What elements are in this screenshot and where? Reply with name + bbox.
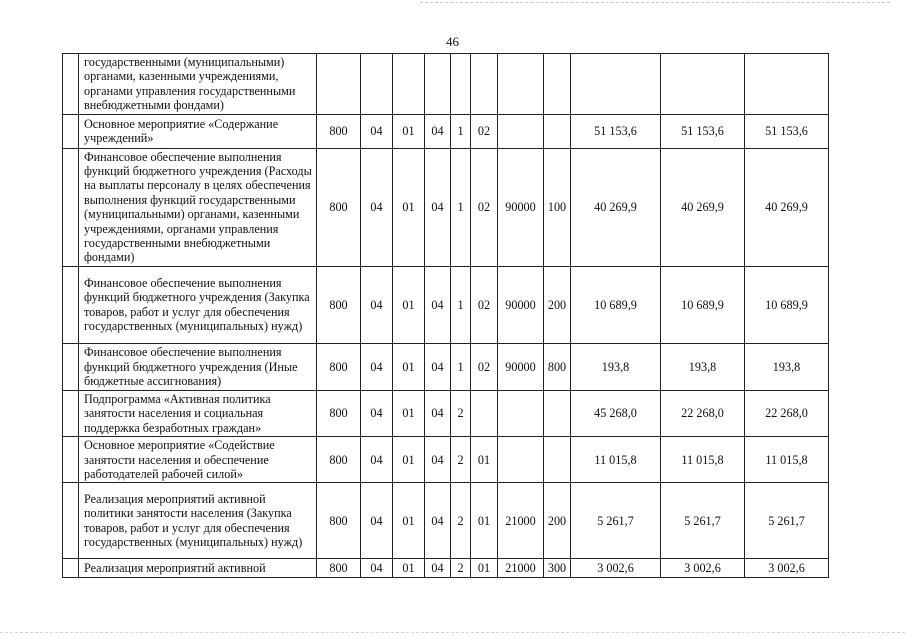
amount-year3: 51 153,6	[745, 114, 829, 148]
row-margin-cell	[63, 343, 79, 390]
direction-cell: 90000	[498, 148, 544, 266]
pr-cell: 01	[393, 437, 425, 483]
grbs-cell: 800	[317, 148, 361, 266]
gp-cell: 04	[425, 483, 451, 559]
table-row	[63, 343, 829, 390]
amount-year1: 51 153,6	[571, 114, 661, 148]
amount-year2: 51 153,6	[661, 114, 745, 148]
amount-year2: 10 689,9	[661, 266, 745, 343]
vr-cell: 200	[544, 483, 571, 559]
pr-cell: 01	[393, 343, 425, 390]
row-margin-cell	[63, 559, 79, 578]
vr-cell: 300	[544, 559, 571, 578]
amount-year1: 3 002,6	[571, 559, 661, 578]
om-cell	[471, 54, 498, 115]
budget-table	[62, 53, 829, 578]
gp-cell: 04	[425, 148, 451, 266]
pp-cell: 2	[451, 437, 471, 483]
direction-cell	[498, 54, 544, 115]
amount-year2	[661, 54, 745, 115]
pr-cell: 01	[393, 559, 425, 578]
pp-cell: 2	[451, 559, 471, 578]
pp-cell: 1	[451, 148, 471, 266]
pp-cell	[451, 54, 471, 115]
pr-cell	[393, 54, 425, 115]
gp-cell	[425, 54, 451, 115]
rz-cell: 04	[361, 114, 393, 148]
pr-cell: 01	[393, 114, 425, 148]
vr-cell	[544, 390, 571, 436]
gp-cell: 04	[425, 437, 451, 483]
om-cell: 01	[471, 559, 498, 578]
table-row	[63, 483, 829, 559]
amount-year3	[745, 54, 829, 115]
direction-cell: 90000	[498, 343, 544, 390]
gp-cell: 04	[425, 343, 451, 390]
direction-cell: 21000	[498, 483, 544, 559]
om-cell: 02	[471, 148, 498, 266]
direction-cell: 21000	[498, 559, 544, 578]
row-name: Основное мероприятие «Содержание учреждений»	[79, 114, 317, 148]
rz-cell: 04	[361, 483, 393, 559]
rz-cell: 04	[361, 148, 393, 266]
grbs-cell: 800	[317, 437, 361, 483]
rz-cell: 04	[361, 437, 393, 483]
amount-year3: 22 268,0	[745, 390, 829, 436]
rz-cell: 04	[361, 266, 393, 343]
amount-year3: 193,8	[745, 343, 829, 390]
scan-bottom-rule	[0, 632, 905, 633]
amount-year1: 10 689,9	[571, 266, 661, 343]
page-number: 46	[446, 34, 459, 49]
om-cell: 02	[471, 114, 498, 148]
om-cell: 01	[471, 437, 498, 483]
om-cell	[471, 390, 498, 436]
amount-year2: 5 261,7	[661, 483, 745, 559]
table-row	[63, 559, 829, 578]
row-name: Финансовое обеспечение выполнения функций бюджетного учреждения (Иные бюджетные ассигнования)	[79, 343, 317, 390]
grbs-cell: 800	[317, 266, 361, 343]
table-row	[63, 437, 829, 483]
direction-cell: 90000	[498, 266, 544, 343]
gp-cell: 04	[425, 114, 451, 148]
amount-year3: 40 269,9	[745, 148, 829, 266]
pp-cell: 2	[451, 390, 471, 436]
table-row	[63, 54, 829, 115]
vr-cell	[544, 114, 571, 148]
amount-year1: 193,8	[571, 343, 661, 390]
grbs-cell: 800	[317, 559, 361, 578]
om-cell: 02	[471, 343, 498, 390]
amount-year2: 3 002,6	[661, 559, 745, 578]
grbs-cell	[317, 54, 361, 115]
amount-year3: 11 015,8	[745, 437, 829, 483]
vr-cell: 800	[544, 343, 571, 390]
table-row	[63, 390, 829, 436]
amount-year1: 45 268,0	[571, 390, 661, 436]
rz-cell: 04	[361, 390, 393, 436]
pp-cell: 1	[451, 343, 471, 390]
grbs-cell: 800	[317, 483, 361, 559]
vr-cell	[544, 437, 571, 483]
vr-cell	[544, 54, 571, 115]
row-margin-cell	[63, 437, 79, 483]
pr-cell: 01	[393, 390, 425, 436]
table-row	[63, 114, 829, 148]
row-name: Подпрограмма «Активная политика занятости населения и социальная поддержка безработных граждан»	[79, 390, 317, 436]
row-name: Реализация мероприятий активной политики занятости населения (Закупка товаров, работ и услуг для обеспечения государственных (муниципальных) нужд)	[79, 483, 317, 559]
row-margin-cell	[63, 483, 79, 559]
grbs-cell: 800	[317, 343, 361, 390]
direction-cell	[498, 114, 544, 148]
rz-cell: 04	[361, 559, 393, 578]
rz-cell	[361, 54, 393, 115]
row-margin-cell	[63, 390, 79, 436]
row-name: государственными (муниципальными) органами, казенными учреждениями, органами управления государственными внебюджетными фондами)	[79, 54, 317, 115]
direction-cell	[498, 390, 544, 436]
row-name: Реализация мероприятий активной	[79, 559, 317, 578]
row-margin-cell	[63, 148, 79, 266]
om-cell: 01	[471, 483, 498, 559]
om-cell: 02	[471, 266, 498, 343]
gp-cell: 04	[425, 390, 451, 436]
row-margin-cell	[63, 54, 79, 115]
row-margin-cell	[63, 266, 79, 343]
pp-cell: 1	[451, 114, 471, 148]
amount-year1	[571, 54, 661, 115]
grbs-cell: 800	[317, 390, 361, 436]
gp-cell: 04	[425, 266, 451, 343]
amount-year3: 3 002,6	[745, 559, 829, 578]
row-name: Финансовое обеспечение выполнения функций бюджетного учреждения (Расходы на выплаты персоналу в целях обеспечения выполнения функций государственными (муниципальными) органами, казенными учреждениями, органами управления государственными внебюджетными фондами)	[79, 148, 317, 266]
table-row	[63, 148, 829, 266]
amount-year1: 5 261,7	[571, 483, 661, 559]
pr-cell: 01	[393, 266, 425, 343]
vr-cell: 200	[544, 266, 571, 343]
amount-year2: 22 268,0	[661, 390, 745, 436]
amount-year3: 10 689,9	[745, 266, 829, 343]
pp-cell: 2	[451, 483, 471, 559]
gp-cell: 04	[425, 559, 451, 578]
amount-year3: 5 261,7	[745, 483, 829, 559]
pp-cell: 1	[451, 266, 471, 343]
pr-cell: 01	[393, 483, 425, 559]
table-row	[63, 266, 829, 343]
amount-year1: 11 015,8	[571, 437, 661, 483]
amount-year2: 40 269,9	[661, 148, 745, 266]
row-name: Финансовое обеспечение выполнения функций бюджетного учреждения (Закупка товаров, работ и услуг для обеспечения государственных (муниципальных) нужд)	[79, 266, 317, 343]
row-margin-cell	[63, 114, 79, 148]
pr-cell: 01	[393, 148, 425, 266]
amount-year2: 193,8	[661, 343, 745, 390]
row-name: Основное мероприятие «Содействие занятости населения и обеспечение работодателей рабочей силой»	[79, 437, 317, 483]
grbs-cell: 800	[317, 114, 361, 148]
rz-cell: 04	[361, 343, 393, 390]
vr-cell: 100	[544, 148, 571, 266]
direction-cell	[498, 437, 544, 483]
scan-top-rule	[420, 2, 890, 3]
amount-year2: 11 015,8	[661, 437, 745, 483]
amount-year1: 40 269,9	[571, 148, 661, 266]
